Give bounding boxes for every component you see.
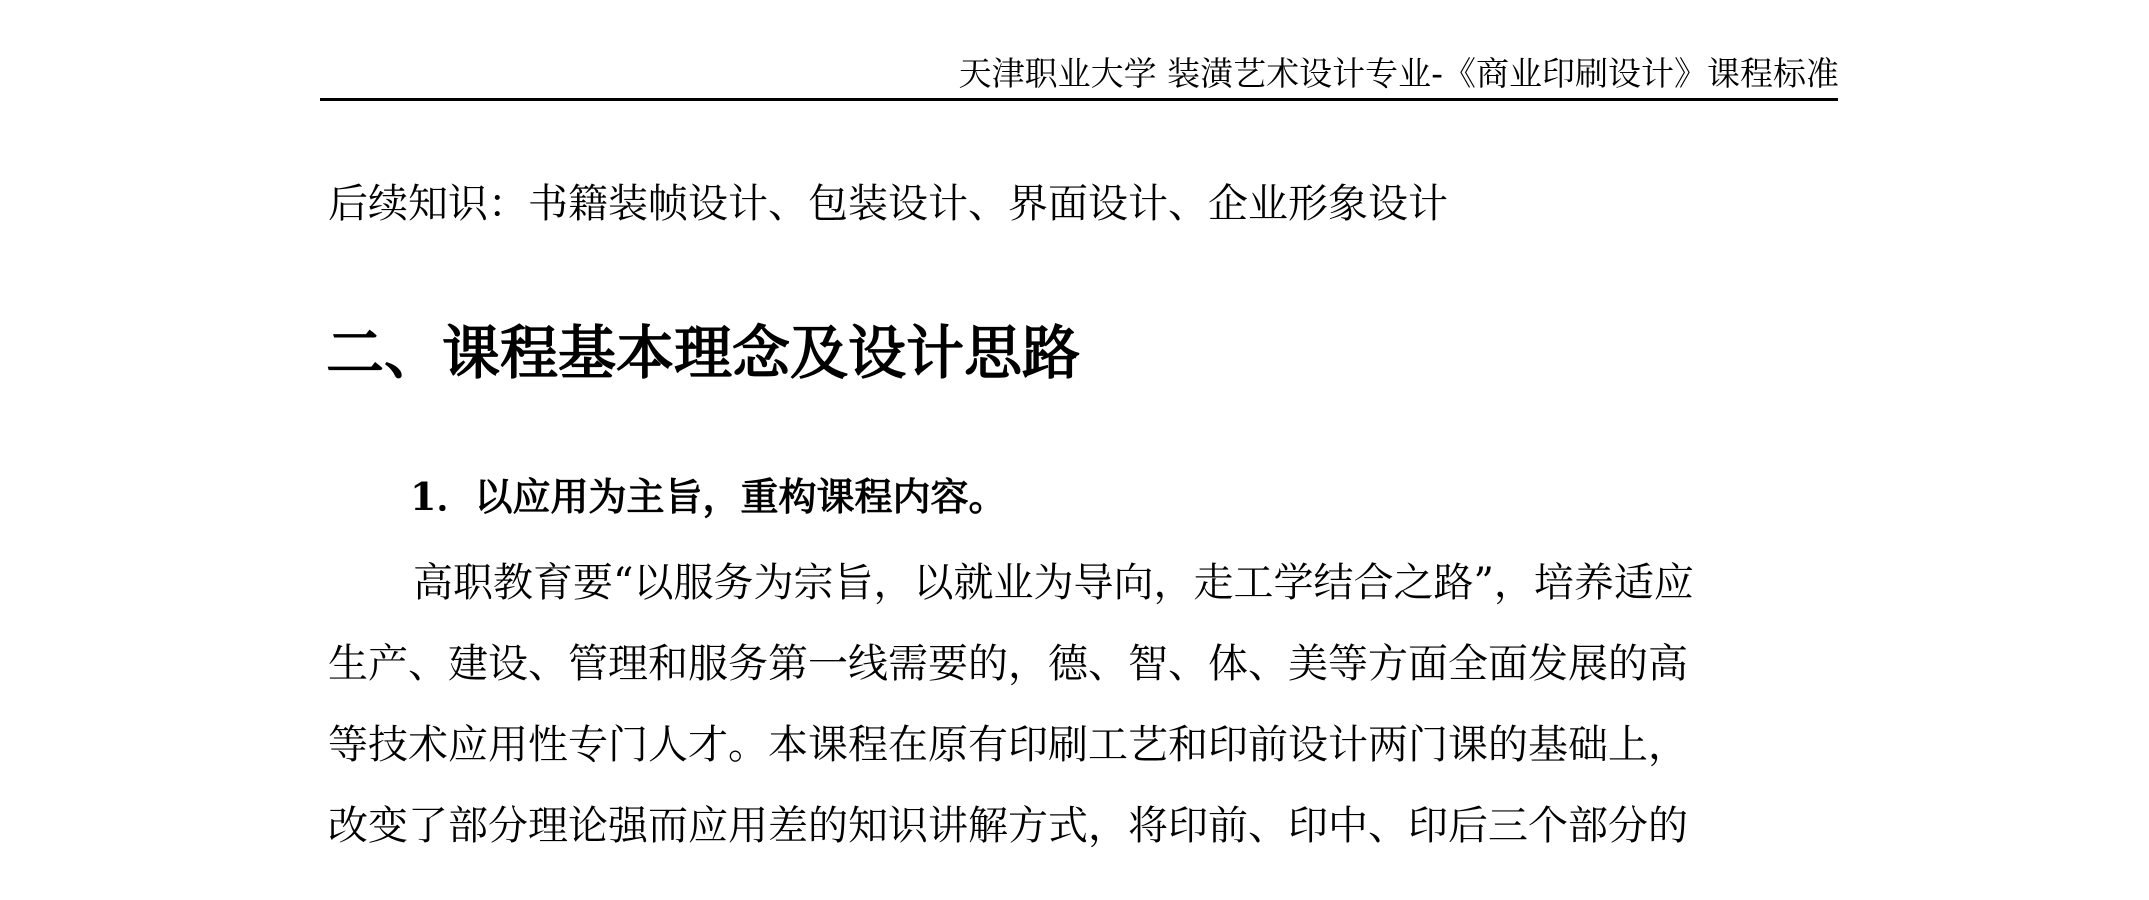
follow-up-knowledge: 后续知识：书籍装帧设计、包装设计、界面设计、企业形象设计 bbox=[328, 181, 1448, 227]
header-divider bbox=[320, 98, 1838, 101]
paragraph-line: 改变了部分理论强而应用差的知识讲解方式，将印前、印中、印后三个部分的 bbox=[328, 803, 1688, 849]
paragraph-line: 生产、建设、管理和服务第一线需要的，德、智、体、美等方面全面发展的高 bbox=[328, 641, 1688, 687]
paragraph-line: 等技术应用性专门人才。本课程在原有印刷工艺和印前设计两门课的基础上， bbox=[328, 722, 1688, 768]
paragraph-line: 高职教育要“以服务为宗旨，以就业为导向，走工学结合之路”，培养适应 bbox=[413, 560, 1694, 606]
subheading: 1．以应用为主旨，重构课程内容。 bbox=[410, 474, 1007, 519]
header-title: 天津职业大学 装潢艺术设计专业-《商业印刷设计》课程标准 bbox=[958, 54, 1839, 93]
section-title: 二、课程基本理念及设计思路 bbox=[326, 319, 1081, 387]
